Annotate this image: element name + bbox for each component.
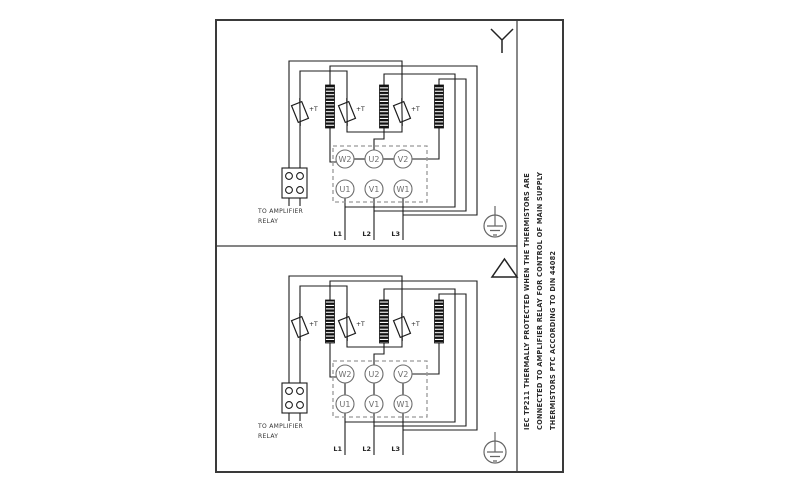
delta-terminal-board (333, 361, 427, 417)
thermistor-label: +T (309, 321, 318, 328)
thermistor-label: +T (309, 106, 318, 113)
relay-connector-pin (286, 173, 293, 180)
winding-coil (435, 300, 444, 343)
side-note-strip (517, 20, 563, 472)
relay-connector-box (282, 383, 307, 413)
winding-coil (380, 300, 389, 343)
terminal-label: V2 (397, 370, 409, 379)
winding-coil (380, 85, 389, 128)
wire (412, 128, 439, 159)
relay-note-line: TO AMPLIFIER (258, 208, 304, 215)
thermistor-icon (392, 313, 412, 341)
star-wiring-diagram (257, 29, 513, 240)
relay-connector-pin (297, 187, 304, 194)
terminal-label: W2 (338, 370, 352, 379)
relay-note-line: TO AMPLIFIER (258, 423, 304, 430)
wire (347, 337, 402, 347)
thermistor-icon (337, 313, 357, 341)
winding-coil (326, 85, 335, 128)
thermistor-label: +T (411, 106, 420, 113)
terminal-label: V1 (368, 400, 380, 409)
phase-label-l1: L1 (333, 445, 342, 453)
terminal-label: V1 (368, 185, 380, 194)
terminal-label: V2 (397, 155, 409, 164)
relay-connector-pin (286, 187, 293, 194)
thermistor-label: +T (356, 321, 365, 328)
thermistor-label: +T (356, 106, 365, 113)
thermistor-icon (290, 313, 310, 341)
star-supply-labels (333, 230, 400, 238)
side-note-line-3: THERMISTORS PTC ACCORDING TO DIN 44082 (548, 250, 557, 430)
winding-coil (326, 300, 335, 343)
phase-label-l2: L2 (362, 445, 371, 453)
wire (374, 128, 384, 150)
earth-ground-icon (484, 432, 506, 463)
diagram-frame (216, 20, 563, 472)
star-relay-connector (257, 168, 307, 225)
star-connection-icon (491, 29, 513, 53)
earth-ground-icon (484, 206, 506, 237)
star-thermistors (290, 98, 420, 126)
thermistor-icon (392, 98, 412, 126)
wire (412, 343, 439, 374)
winding-coil (435, 85, 444, 128)
relay-connector-pin (286, 402, 293, 409)
thermistor-icon (290, 98, 310, 126)
delta-relay-connector (257, 383, 307, 440)
phase-label-l1: L1 (333, 230, 342, 238)
relay-connector-pin (286, 388, 293, 395)
phase-label-l2: L2 (362, 230, 371, 238)
relay-connector-pin (297, 388, 304, 395)
side-note-line-2: CONNECTED TO AMPLIFIER RELAY FOR CONTROL OF MAIN SUPPLY (535, 171, 544, 430)
terminal-label: U1 (339, 400, 351, 409)
thermistor-label: +T (411, 321, 420, 328)
wire (374, 343, 384, 365)
terminal-label: W2 (338, 155, 352, 164)
phase-label-l3: L3 (391, 445, 400, 453)
side-note-text (517, 20, 563, 472)
phase-label-l3: L3 (391, 230, 400, 238)
terminal-label: W1 (396, 185, 410, 194)
thermistor-icon (337, 98, 357, 126)
side-note-line-1: IEC TP211 THERMALLY PROTECTED WHEN THE THERMISTORS ARE (522, 172, 531, 430)
star-terminal-board (333, 146, 427, 202)
wire (347, 122, 402, 132)
relay-connector-box (282, 168, 307, 198)
terminal-label: U2 (368, 155, 380, 164)
relay-connector-pin (297, 173, 304, 180)
delta-wiring-diagram (257, 259, 517, 463)
delta-supply-labels (333, 445, 400, 453)
terminal-label: U1 (339, 185, 351, 194)
delta-connection-icon (492, 259, 517, 277)
wire (300, 71, 347, 103)
relay-note-line: RELAY (258, 218, 279, 225)
terminal-label: W1 (396, 400, 410, 409)
delta-thermistors (290, 313, 420, 341)
terminal-label: U2 (368, 370, 380, 379)
relay-note-line: RELAY (258, 433, 279, 440)
relay-connector-pin (297, 402, 304, 409)
wire (300, 286, 347, 318)
